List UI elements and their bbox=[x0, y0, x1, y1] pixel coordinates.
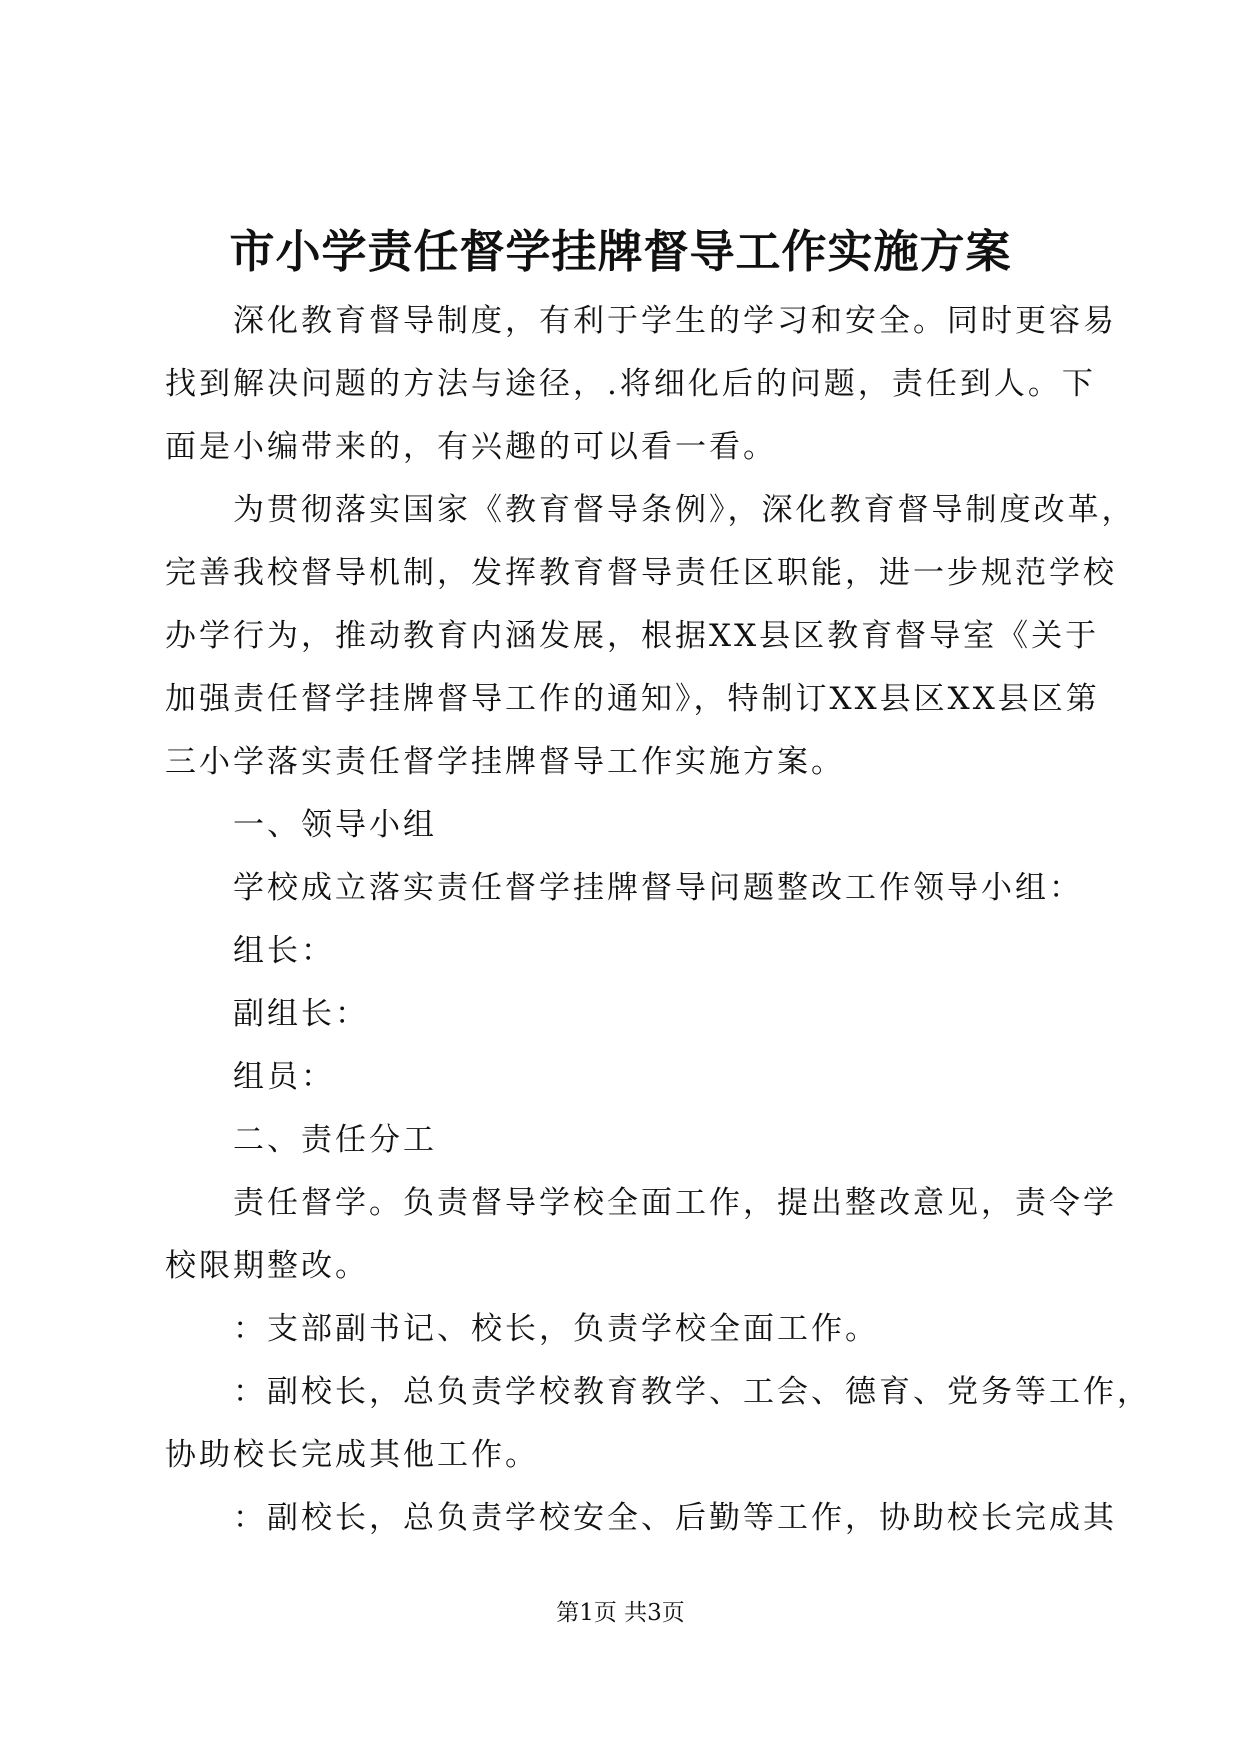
document-title: 市小学责任督学挂牌督导工作实施方案 bbox=[229, 225, 1012, 278]
body-text-line: 组长： bbox=[233, 933, 335, 969]
body-text-line: 完善我校督导机制，发挥教育督导责任区职能，进一步规范学校 bbox=[165, 555, 1117, 591]
body-text-line: 组员： bbox=[233, 1059, 335, 1095]
body-text-line: 校限期整改。 bbox=[165, 1248, 369, 1284]
body-text-line: 办学行为，推动教育内涵发展，根据XX县区教育督导室《关于 bbox=[165, 618, 1100, 654]
body-text-line: 二、责任分工 bbox=[233, 1122, 437, 1158]
body-text-line: 为贯彻落实国家《教育督导条例》，深化教育督导制度改革， bbox=[233, 492, 1136, 528]
body-text-line: 责任督学。负责督导学校全面工作，提出整改意见，责令学 bbox=[233, 1185, 1117, 1221]
document-body bbox=[165, 290, 1151, 1550]
body-text-line: ：副校长，总负责学校教育教学、工会、德育、党务等工作， bbox=[233, 1374, 1151, 1410]
body-text-line: ：副校长，总负责学校安全、后勤等工作，协助校长完成其 bbox=[233, 1500, 1117, 1536]
body-text-line: 加强责任督学挂牌督导工作的通知》，特制订XX县区XX县区第 bbox=[165, 681, 1100, 717]
body-text-line: 三小学落实责任督学挂牌督导工作实施方案。 bbox=[165, 744, 845, 780]
body-text-line: 一、领导小组 bbox=[233, 807, 437, 843]
body-text-line: 面是小编带来的，有兴趣的可以看一看。 bbox=[165, 429, 777, 465]
body-text-line: 深化教育督导制度，有利于学生的学习和安全。同时更容易 bbox=[233, 303, 1117, 339]
body-text-line: 找到解决问题的方法与途径，.将细化后的问题，责任到人。下 bbox=[165, 366, 1096, 402]
page-footer: 第1页 共3页 bbox=[556, 1600, 685, 1626]
body-text-line: 副组长： bbox=[233, 996, 369, 1032]
body-text-line: ：支部副书记、校长，负责学校全面工作。 bbox=[233, 1311, 879, 1347]
body-text-line: 协助校长完成其他工作。 bbox=[165, 1437, 539, 1473]
body-text-line: 学校成立落实责任督学挂牌督导问题整改工作领导小组： bbox=[233, 870, 1083, 906]
